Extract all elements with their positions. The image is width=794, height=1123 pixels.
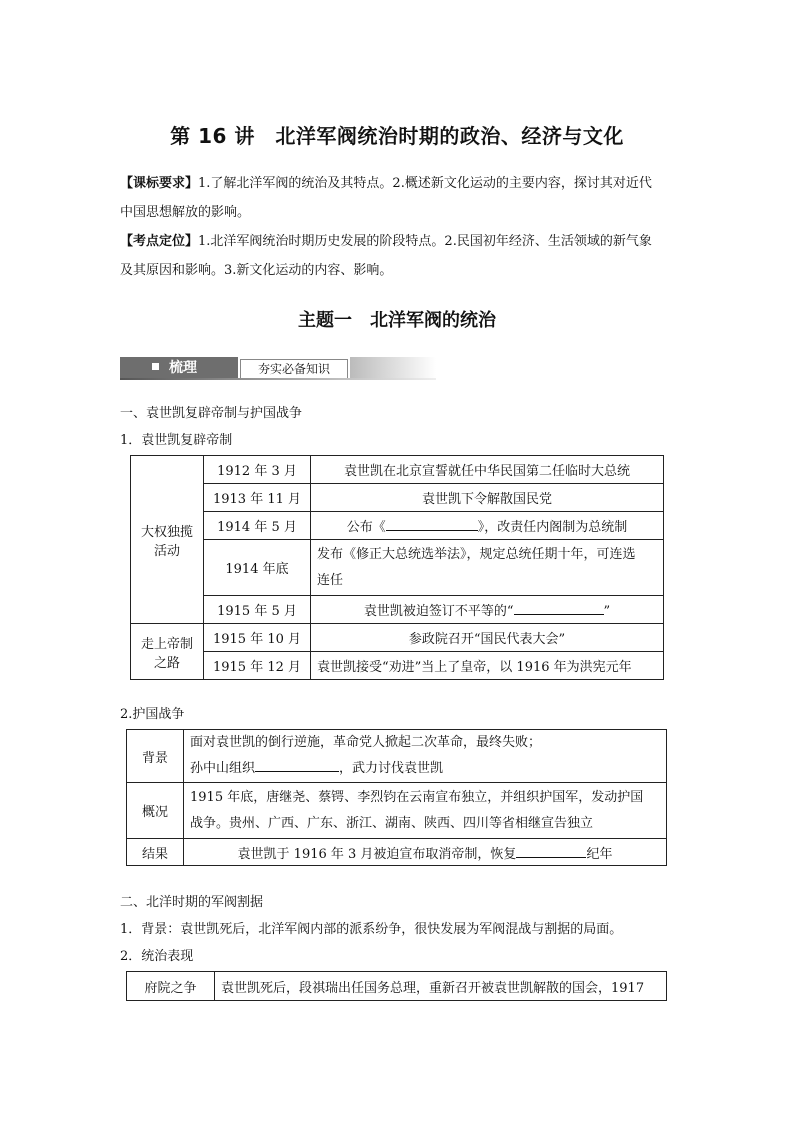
event-cell: 袁世凯下令解散国民党 — [311, 484, 664, 512]
event-cell: 袁世凯在北京宣誓就任中华民国第二任临时大总统 — [311, 456, 664, 484]
event-text-pre: 袁世凯被迫签订不平等的“ — [363, 604, 514, 619]
group1-label-line2: 活动 — [153, 543, 180, 559]
section2-item2: 2．统治表现 — [120, 949, 194, 964]
content-text-post: ，武力讨伐袁世凯 — [339, 761, 444, 776]
event-cell — [311, 540, 664, 596]
section-banner — [120, 357, 436, 379]
requirements-label: 【课标要求】 — [120, 176, 199, 191]
event-text-pre: 公布《 — [346, 520, 386, 535]
fill-blank — [514, 602, 604, 615]
section1-sub1: 1．袁世凯复辟帝制 — [120, 433, 233, 448]
table-row — [127, 839, 667, 866]
restoration-table — [130, 455, 664, 680]
focus-line2: 及其原因和影响。3.新文化运动的内容、影响。 — [120, 263, 393, 278]
date-cell: 1914 年底 — [204, 540, 311, 596]
content-text-post: 纪年 — [586, 846, 613, 862]
table-row — [127, 730, 667, 783]
table-row — [131, 652, 664, 680]
banner-tag — [120, 357, 238, 379]
date-cell: 1913 年 11 月 — [204, 484, 311, 512]
event-cell — [311, 512, 664, 540]
table-row — [127, 783, 667, 839]
row-content — [184, 783, 667, 839]
table-row — [131, 540, 664, 596]
date-cell: 1914 年 5 月 — [204, 512, 311, 540]
row-label: 结果 — [127, 839, 184, 866]
section1-sub2: 2.护国战争 — [120, 707, 185, 722]
table-row — [131, 484, 664, 512]
banner-tag-text: 梳理 — [169, 360, 197, 376]
event-cell: 袁世凯接受“劝进”当上了皇帝，以 1916 年为洪宪元年 — [311, 652, 664, 680]
row-label: 背景 — [127, 730, 184, 783]
content-line1: 面对袁世凯的倒行逆施，革命党人掀起二次革命，最终失败； — [190, 735, 542, 750]
row-content — [184, 730, 667, 783]
content-line2: 战争。贵州、广西、广东、浙江、湖南、陕西、四川等省相继宣告独立 — [190, 815, 594, 831]
row-label: 概况 — [127, 783, 184, 839]
group1-label-line1: 大权独揽 — [140, 524, 193, 540]
event-cell: 参政院召开“国民代表大会” — [311, 624, 664, 652]
table-row — [131, 596, 664, 624]
content-line1: 1915 年底，唐继尧、蔡锷、李烈钧在云南宣布独立，并组织护国军，发动护国 — [190, 789, 644, 805]
date-cell: 1915 年 10 月 — [204, 624, 311, 652]
content-text-pre: 袁世凯于 1916 年 3 月被迫宣布取消帝制，恢复 — [237, 846, 517, 862]
date-cell: 1912 年 3 月 — [204, 456, 311, 484]
table-row — [131, 456, 664, 484]
warlord-table — [126, 971, 667, 1001]
event-cell — [311, 596, 664, 624]
fill-blank — [516, 845, 586, 858]
group-label — [131, 456, 204, 624]
row-content: 袁世凯死后，段祺瑞出任国务总理，重新召开被袁世凯解散的国会，1917 — [215, 972, 667, 1001]
date-cell: 1915 年 5 月 — [204, 596, 311, 624]
fill-blank — [386, 518, 478, 531]
section2-item1: 1．背景：袁世凯死后，北洋军阀内部的派系纷争，很快发展为军阀混战与割据的局面。 — [120, 922, 623, 937]
banner-caption: 夯实必备知识 — [240, 359, 348, 379]
focus-paragraph — [120, 227, 680, 285]
focus-label: 【考点定位】 — [120, 234, 199, 249]
requirements-line2: 中国思想解放的影响。 — [120, 205, 251, 220]
topic-heading: 主题一 北洋军阀的统治 — [298, 310, 496, 331]
requirements-paragraph — [120, 169, 680, 227]
group-label — [131, 624, 204, 680]
event-text-post: 》，改责任内阁制为总统制 — [477, 520, 628, 535]
lesson-title: 第 16 讲 北洋军阀统治时期的政治、经济与文化 — [170, 124, 624, 148]
group2-label-line2: 之路 — [153, 655, 180, 671]
content-text-pre: 孙中山组织 — [190, 761, 256, 776]
focus-line1: 1.北洋军阀统治时期历史发展的阶段特点。2.民国初年经济、生活领域的新气象 — [198, 234, 652, 249]
event-text-post: ” — [603, 604, 611, 619]
banner-underline — [120, 378, 436, 380]
row-content — [184, 839, 667, 866]
square-bullet-icon — [152, 363, 159, 370]
event-line1: 发布《修正大总统选举法》，规定总统任期十年，可连选 — [317, 546, 636, 562]
fill-blank — [255, 759, 339, 772]
banner-fade — [350, 357, 436, 379]
table-row — [131, 512, 664, 540]
event-line2: 连任 — [317, 572, 344, 588]
table-row — [131, 624, 664, 652]
section2-heading: 二、北洋时期的军阀割据 — [120, 895, 264, 910]
table-row — [127, 972, 667, 1001]
row-label: 府院之争 — [127, 972, 215, 1001]
date-cell: 1915 年 12 月 — [204, 652, 311, 680]
section1-heading: 一、袁世凯复辟帝制与护国战争 — [120, 406, 303, 421]
national-protection-war-table — [126, 729, 667, 866]
group2-label-line1: 走上帝制 — [140, 636, 193, 652]
requirements-line1: 1.了解北洋军阀的统治及其特点。2.概述新文化运动的主要内容，探讨其对近代 — [198, 176, 652, 191]
